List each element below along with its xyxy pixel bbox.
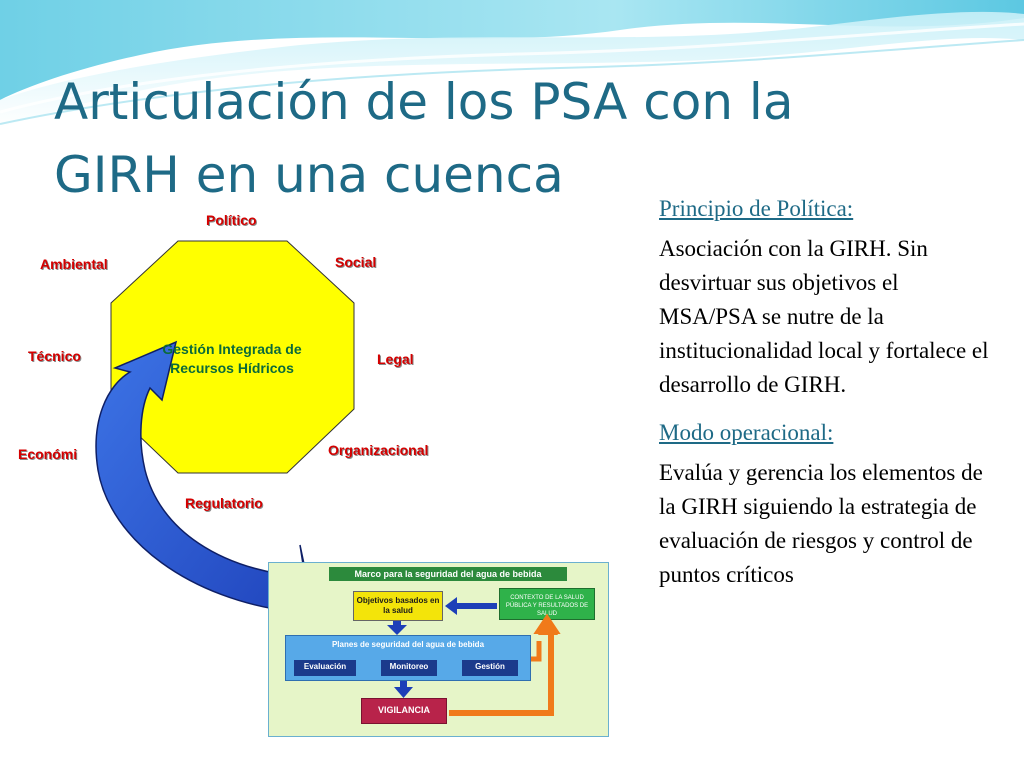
arrow-left-icon [445,597,497,615]
label-tecnico: Técnico [28,348,81,364]
label-organizacional: Organizacional [328,442,429,458]
octagon-center-label: Gestión Integrada de Recursos Hídricos [162,341,302,376]
page-title-line2: GIRH en una cuenca [54,146,564,204]
page-title-line1: Articulación de los PSA con la [54,73,794,131]
arrow-down-icon [394,681,413,698]
modo-heading: Modo operacional: [659,420,834,445]
principio-text: Asociación con la GIRH. Sin desvirtuar sus objetivos el MSA/PSA se nutre de la institucionalidad local y fortalece el desarrollo de GIRH. [659,236,989,397]
objetivos-box: Objetivos basados en la salud [353,591,443,621]
framework-arrows [269,563,610,738]
monitoreo-chip: Monitoreo [381,660,437,676]
policy-text-column [659,192,994,606]
label-ambiental: Ambiental [40,256,108,272]
vigilancia-box: VIGILANCIA [361,698,447,724]
label-politico: Político [206,212,257,228]
label-social: Social [335,254,377,270]
label-economico: Económi [18,446,78,462]
modo-text: Evalúa y gerencia los elementos de la GIRH siguiendo la estrategia de evaluación de riesgos y control de puntos críticos [659,460,983,587]
planes-title: Planes de seguridad del agua de bebida [331,640,485,649]
evaluacion-chip: Evaluación [294,660,356,676]
feedback-arrow-orange [449,619,555,713]
water-safety-framework [268,562,609,737]
label-legal: Legal [377,351,414,367]
page-title [54,66,934,212]
principio-heading: Principio de Política: [659,196,854,221]
contexto-box: CONTEXTO DE LA SALUD PÚBLICA Y RESULTADOS DE SALUD [499,588,595,620]
feedback-arrow-orange-3 [531,641,539,659]
framework-title: Marco para la seguridad del agua de bebida [329,567,567,581]
label-regulatorio: Regulatorio [185,495,263,511]
arrow-down-icon [387,621,407,635]
gestion-chip: Gestión [462,660,518,676]
